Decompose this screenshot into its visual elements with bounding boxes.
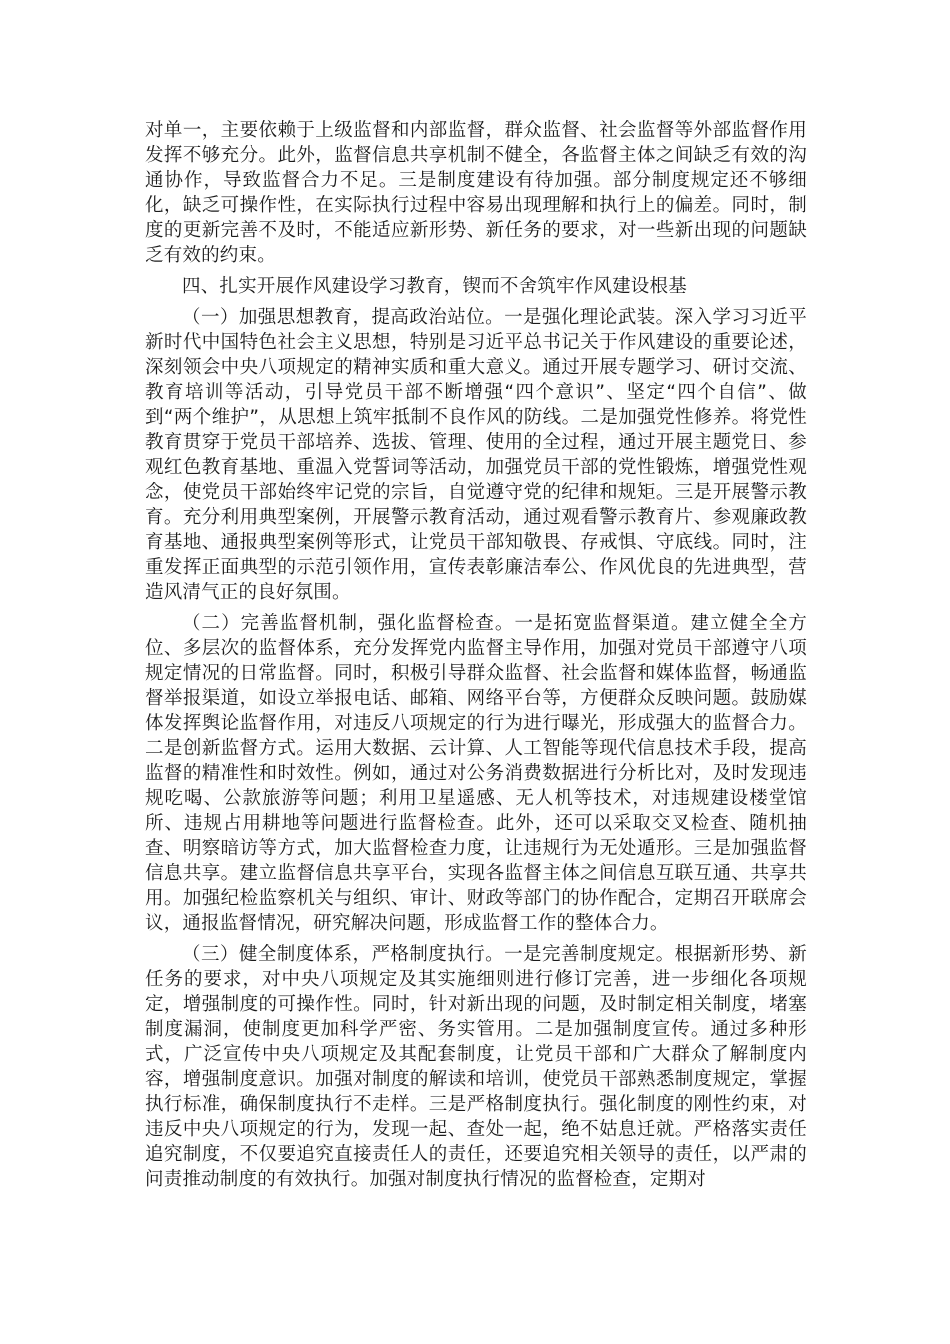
paragraph-item-3: （三）健全制度体系，严格制度执行。一是完善制度规定。根据新形势、新任务的要求，对中央八项规定及其实施细则进行修订完善，进一步细化各项规定，增强制度的可操作性。同时，针对新出现的问题，及时制定相关制度，堵塞制度漏洞，使制度更加科学严密、务实管用。二是加强制度宣传。通过多种形式，广泛宣传中央八项规定及其配套制度，让党员干部和广大群众了解制度内容，增强制度意识。加强对制度的解读和培训，使党员干部熟悉制度规定，掌握执行标准，确保制度执行不走样。三是严格制度执行。强化制度的刚性约束，对违反中央八项规定的行为，发现一起、查处一起，绝不姑息迁就。严格落实责任追究制度，不仅要追究直接责任人的责任，还要追究相关领导的责任，以严肃的问责推动制度的有效执行。加强对制度执行情况的监督检查，定期对 — [145, 944, 807, 1190]
section-heading: 四、扎实开展作风建设学习教育，锲而不舍筑牢作风建设根基 — [182, 276, 687, 297]
paragraph-item-1: （一）加强思想教育，提高政治站位。一是强化理论武装。深入学习习近平新时代中国特色社会主义思想，特别是习近平总书记关于作风建设的重要论述，深刻领会中央八项规定的精神实质和重大意义。通过开展专题学习、研讨交流、教育培训等活动，引导党员干部不断增强“四个意识”、坚定“四个自信”、做到“两个维护”，从思想上筑牢抵制不良作风的防线。二是加强党性修养。将党性教育贯穿于党员干部培养、选拔、管理、使用的全过程，通过开展主题党日、参观红色教育基地、重温入党誓词等活动，加强党员干部的党性锻炼，增强党性观念，使党员干部始终牢记党的宗旨，自觉遵守党的纪律和规矩。三是开展警示教育。充分利用典型案例，开展警示教育活动，通过观看警示教育片、参观廉政教育基地、通报典型案例等形式，让党员干部知敬畏、存戒惧、守底线。同时，注重发挥正面典型的示范引领作用，宣传表彰廉洁奉公、作风优良的先进典型，营造风清气正的良好氛围。 — [145, 307, 807, 603]
paragraph-continuation: 对单一，主要依赖于上级监督和内部监督，群众监督、社会监督等外部监督作用发挥不够充分。此外，监督信息共享机制不健全，各监督主体之间缺乏有效的沟通协作，导致监督合力不足。三是制度建设有待加强。部分制度规定还不够细化，缺乏可操作性，在实际执行过程中容易出现理解和执行上的偏差。同时，制度的更新完善不及时，不能适应新形势、新任务的要求，对一些新出现的问题缺乏有效的约束。 — [145, 120, 807, 266]
document-page — [145, 118, 807, 1198]
paragraph-item-2: （二）完善监督机制，强化监督检查。一是拓宽监督渠道。建立健全全方位、多层次的监督体系，充分发挥党内监督主导作用，加强对党员干部遵守八项规定情况的日常监督。同时，积极引导群众监督、社会监督和媒体监督，畅通监督举报渠道，如设立举报电话、邮箱、网络平台等，方便群众反映问题。鼓励媒体发挥舆论监督作用，对违反八项规定的行为进行曝光，形成强大的监督合力。二是创新监督方式。运用大数据、云计算、人工智能等现代信息技术手段，提高监督的精准性和时效性。例如，通过对公务消费数据进行分析比对，及时发现违规吃喝、公款旅游等问题；利用卫星遥感、无人机等技术，对违规建设楼堂馆所、违规占用耕地等问题进行监督检查。此外，还可以采取交叉检查、随机抽查、明察暗访等方式，加大监督检查力度，让违规行为无处遁形。三是加强监督信息共享。建立监督信息共享平台，实现各监督主体之间信息互联互通、共享共用。加强纪检监察机关与组织、审计、财政等部门的协作配合，定期召开联席会议，通报监督情况，研究解决问题，形成监督工作的整体合力。 — [145, 613, 807, 934]
